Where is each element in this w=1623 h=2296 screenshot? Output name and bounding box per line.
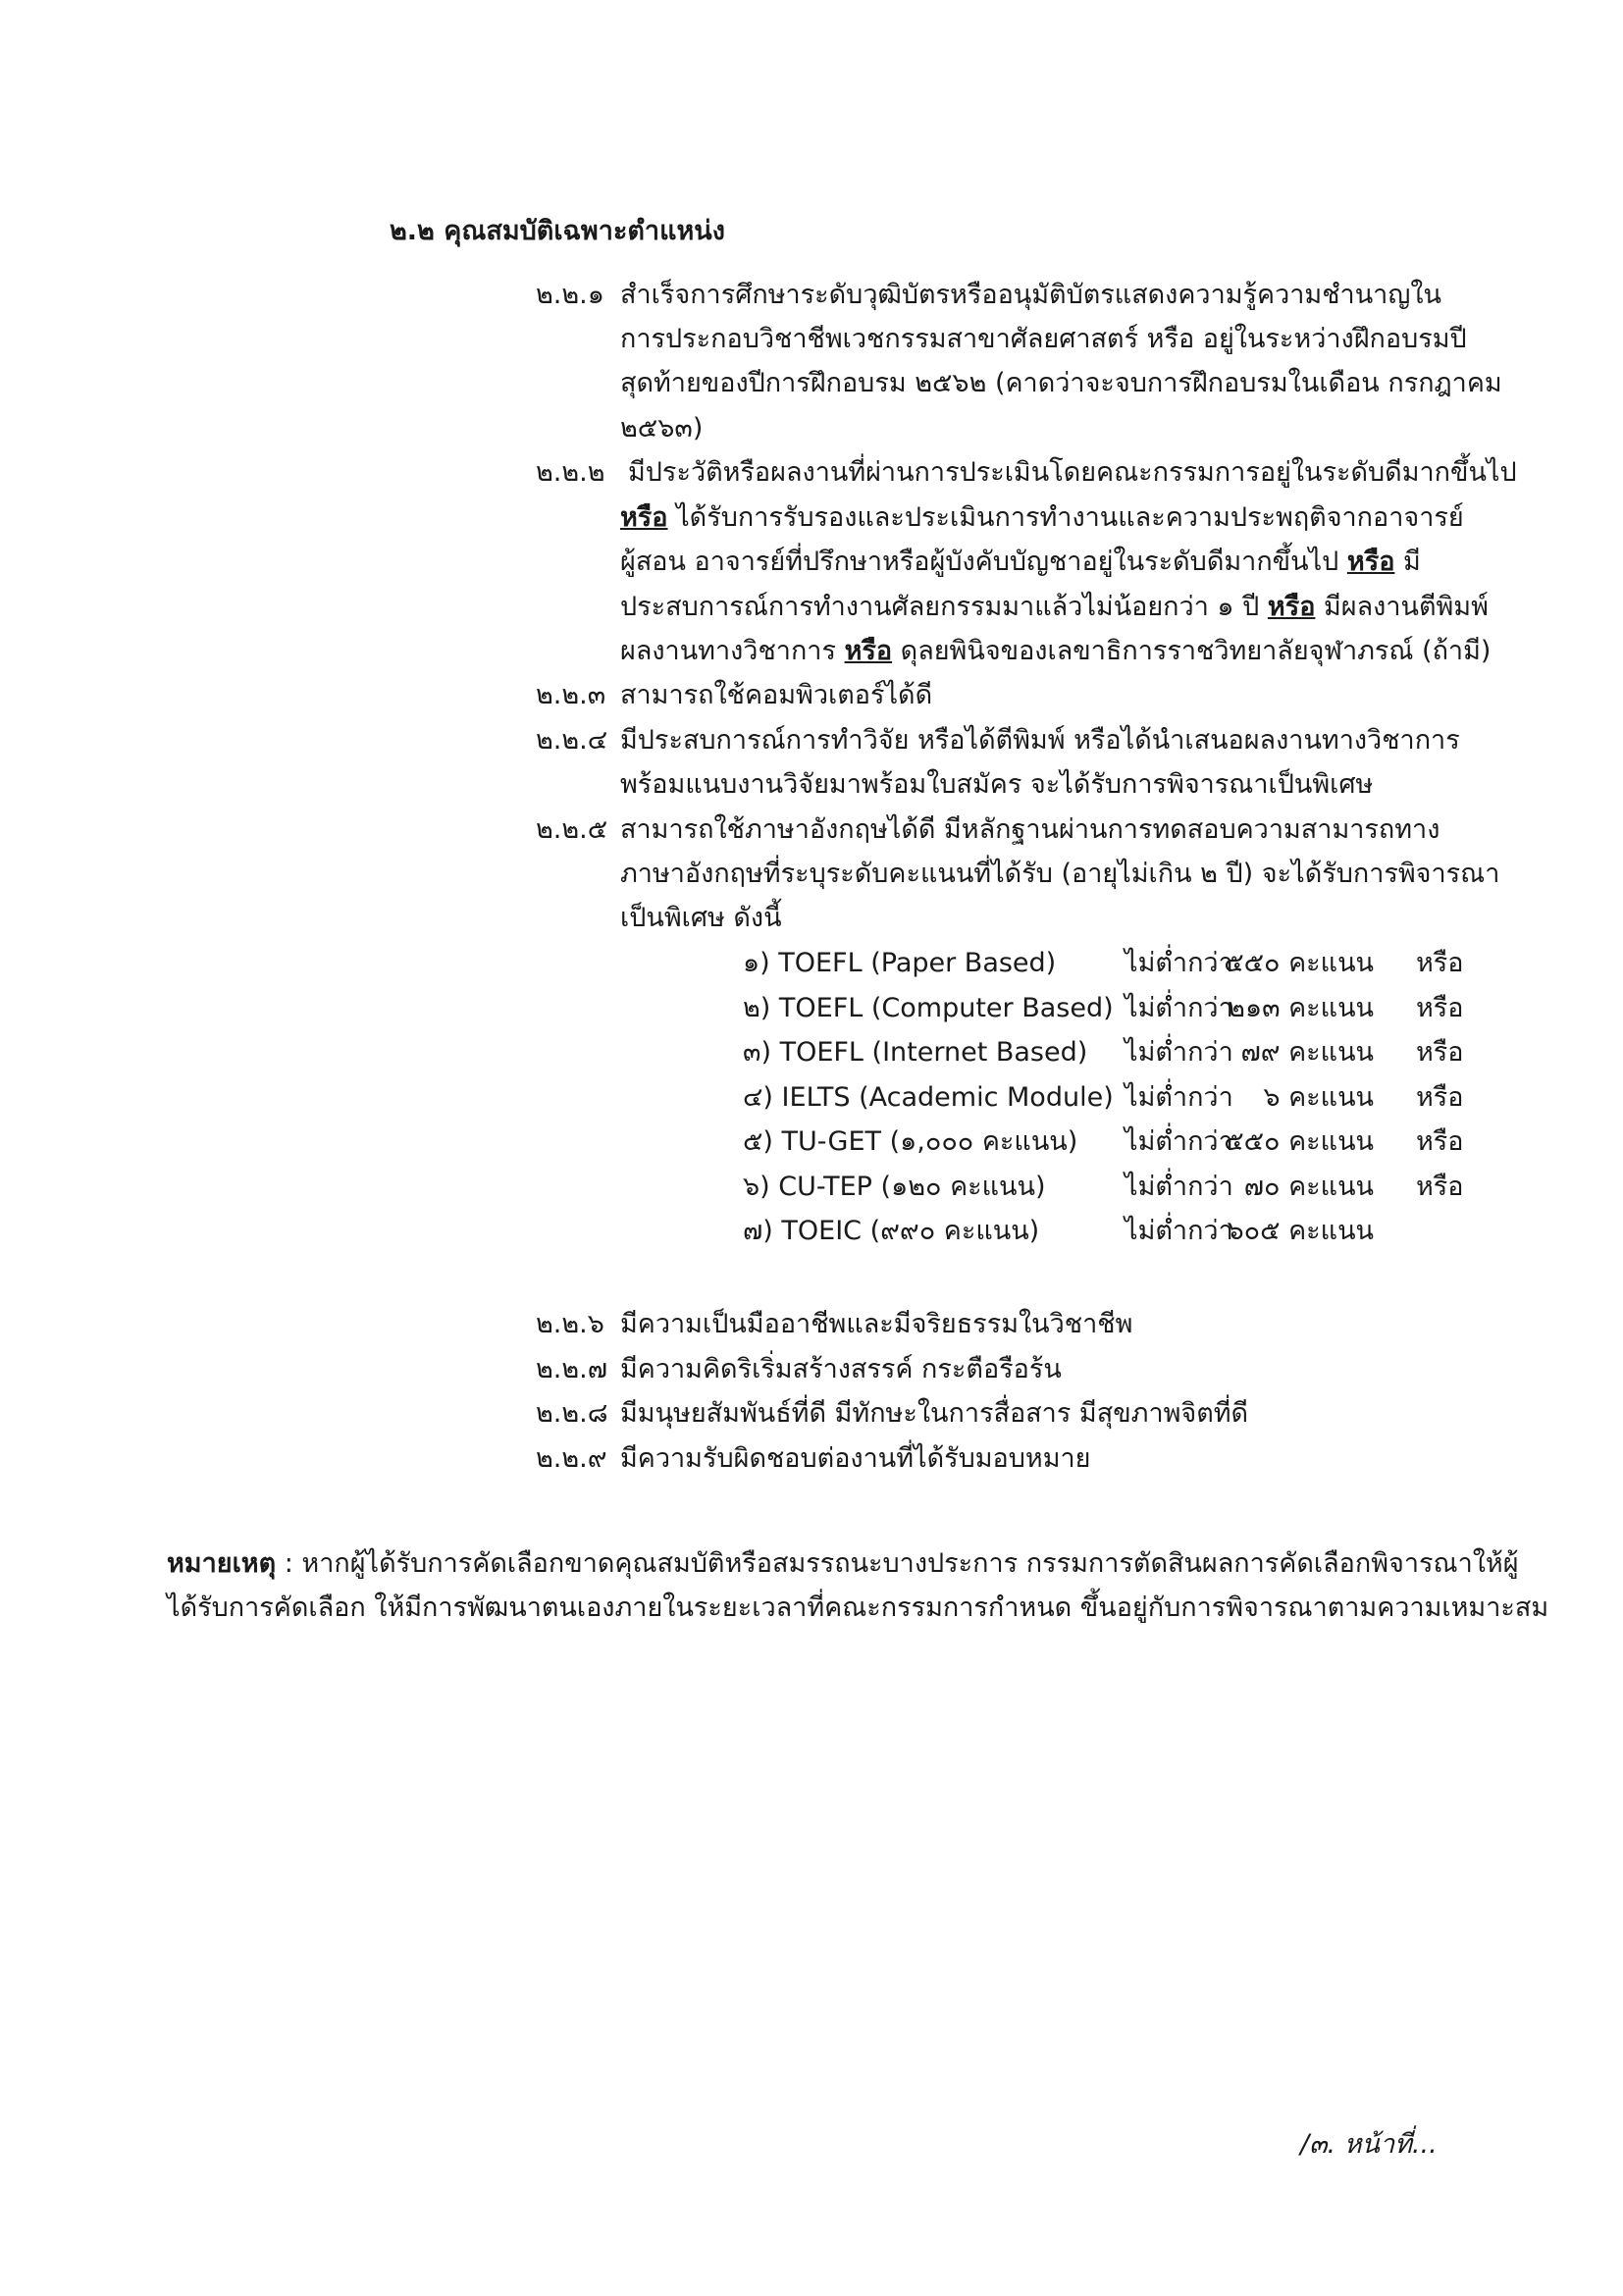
test-min-label: ไม่ต่ำกว่า [1125, 1126, 1233, 1157]
item-text-line [620, 504, 1464, 531]
item-number: ๒.๒.๒ [536, 457, 605, 488]
item-text: สามารถใช้คอมพิวเตอร์ได้ดี [620, 680, 933, 710]
test-or: หรือ [1416, 1126, 1464, 1157]
item-text: มีผลงานตีพิมพ์ [1315, 592, 1489, 622]
item-text: ภาษาอังกฤษที่ระบุระดับคะแนนที่ได้รับ (อายุไม่เกิน ๒ ปี) จะได้รับการพิจารณา [620, 859, 1500, 889]
item-text: มีประสบการณ์การทำวิจัย หรือได้ตีพิมพ์ หรือได้นำเสนอผลงานทางวิชาการ [620, 725, 1460, 756]
test-score-text: ๕๕๐ คะแนน [1224, 1126, 1374, 1157]
page-continuation: /๓. หน้าที่... [1300, 2129, 1438, 2160]
test-name: ๖) CU-TEP (๑๒๐ คะแนน) [743, 1172, 1046, 1202]
test-min-label: ไม่ต่ำกว่า [1125, 1216, 1233, 1246]
test-score-text: ๗๙ คะแนน [1240, 1037, 1374, 1068]
test-or: หรือ [1416, 1172, 1464, 1202]
section-title: ๒.๒ คุณสมบัติเฉพาะตำแหน่ง [390, 216, 725, 246]
test-name: ๗) TOEIC (๙๙๐ คะแนน) [743, 1216, 1040, 1246]
note-label: หมายเหตุ [167, 1548, 277, 1579]
test-name: ๒) TOEFL (Computer Based) [743, 993, 1114, 1023]
test-score-text: ๗๐ คะแนน [1243, 1172, 1374, 1202]
item-text: การประกอบวิชาชีพเวชกรรมสาขาศัลยศาสตร์ หรือ อยู่ในระหว่างฝึกอบรมปี [620, 324, 1467, 354]
item-text: มีความเป็นมืออาชีพและมีจริยธรรมในวิชาชีพ [620, 1309, 1133, 1339]
test-min-label: ไม่ต่ำกว่า [1125, 1172, 1233, 1202]
item-text: มีความคิดริเริ่มสร้างสรรค์ กระตือรือร้น [620, 1354, 1062, 1384]
item-text: ผลงานทางวิชาการ [620, 636, 845, 666]
item-text: มีมนุษยสัมพันธ์ที่ดี มีทักษะในการสื่อสาร มีสุขภาพจิตที่ดี [620, 1398, 1249, 1429]
test-score-text: ๖ คะแนน [1263, 1082, 1374, 1113]
item-text: ดุลยพินิจของเลขาธิการราชวิทยาลัยจุฬาภรณ์ (ถ้ามี) [892, 636, 1492, 666]
test-min-label: ไม่ต่ำกว่า [1125, 948, 1233, 978]
item-text: มีความรับผิดชอบต่องานที่ได้รับมอบหมาย [620, 1443, 1091, 1474]
test-score-text: ๕๕๐ คะแนน [1224, 948, 1374, 978]
note-text: หากผู้ได้รับการคัดเลือกขาดคุณสมบัติหรือสมรรถนะบางประการ กรรมการตัดสินผลการคัดเลือกพิจารณาให้ผู้ [301, 1548, 1519, 1579]
item-text: มี [1394, 547, 1421, 577]
or-emphasis: หรือ [844, 636, 893, 666]
item-text: เป็นพิเศษ ดังนี้ [620, 903, 782, 933]
item-text: สุดท้ายของปีการฝึกอบรม ๒๕๖๒ (คาดว่าจะจบการฝึกอบรมในเดือน กรกฎาคม [620, 368, 1502, 398]
note-line [167, 1550, 1519, 1577]
item-number: ๒.๒.๕ [536, 814, 608, 845]
test-score-text: ๒๑๓ คะแนน [1228, 993, 1374, 1023]
test-min-label: ไม่ต่ำกว่า [1125, 993, 1233, 1023]
item-number: ๒.๒.๑ [536, 280, 604, 310]
test-min-label: ไม่ต่ำกว่า [1125, 1037, 1233, 1068]
test-score-text: ๖๐๕ คะแนน [1227, 1216, 1374, 1246]
item-number: ๒.๒.๓ [536, 680, 606, 710]
or-emphasis: หรือ [1267, 592, 1316, 622]
test-or: หรือ [1416, 1037, 1464, 1068]
item-text-line [620, 548, 1421, 575]
item-text: มีประวัติหรือผลงานที่ผ่านการประเมินโดยคณะกรรมการอยู่ในระดับดีมากขึ้นไป [628, 457, 1517, 488]
test-or: หรือ [1416, 993, 1464, 1023]
test-or: หรือ [1416, 948, 1464, 978]
item-text: ผู้สอน อาจารย์ที่ปรึกษาหรือผู้บังคับบัญชาอยู่ในระดับดีมากขึ้นไป [620, 547, 1347, 577]
test-name: ๔) IELTS (Academic Module) [743, 1082, 1114, 1113]
item-text-line [620, 594, 1489, 620]
note-text: ได้รับการคัดเลือก ให้มีการพัฒนาตนเองภายในระยะเวลาที่คณะกรรมการกำหนด ขึ้นอยู่กับการพิจารณาตามความเหมาะสม [167, 1592, 1549, 1623]
item-text: พร้อมแนบงานวิจัยมาพร้อมใบสมัคร จะได้รับการพิจารณาเป็นพิเศษ [620, 769, 1374, 800]
item-number: ๒.๒.๔ [536, 725, 608, 756]
item-text: ๒๕๖๓) [620, 413, 704, 444]
item-number: ๒.๒.๘ [536, 1398, 608, 1429]
item-text-line [620, 638, 1491, 664]
test-name: ๕) TU-GET (๑,๐๐๐ คะแนน) [743, 1126, 1078, 1157]
item-text: ได้รับการรับรองและประเมินการทำงานและความประพฤติจากอาจารย์ [667, 502, 1464, 533]
note-separator: : [276, 1548, 302, 1579]
item-number: ๒.๒.๗ [536, 1354, 608, 1384]
test-or: หรือ [1416, 1082, 1464, 1113]
item-text: สำเร็จการศึกษาระดับวุฒิบัตรหรืออนุมัติบัตรแสดงความรู้ความชำนาญใน [620, 280, 1441, 310]
test-min-label: ไม่ต่ำกว่า [1125, 1082, 1233, 1113]
item-number: ๒.๒.๖ [536, 1309, 604, 1339]
test-name: ๑) TOEFL (Paper Based) [743, 948, 1057, 978]
item-number: ๒.๒.๙ [536, 1443, 607, 1474]
test-name: ๓) TOEFL (Internet Based) [743, 1037, 1088, 1068]
or-emphasis: หรือ [620, 502, 668, 533]
item-text: ประสบการณ์การทำงานศัลยกรรมมาแล้วไม่น้อยกว่า ๑ ปี [620, 592, 1268, 622]
item-text: สามารถใช้ภาษาอังกฤษได้ดี มีหลักฐานผ่านการทดสอบความสามารถทาง [620, 814, 1440, 845]
or-emphasis: หรือ [1346, 547, 1395, 577]
